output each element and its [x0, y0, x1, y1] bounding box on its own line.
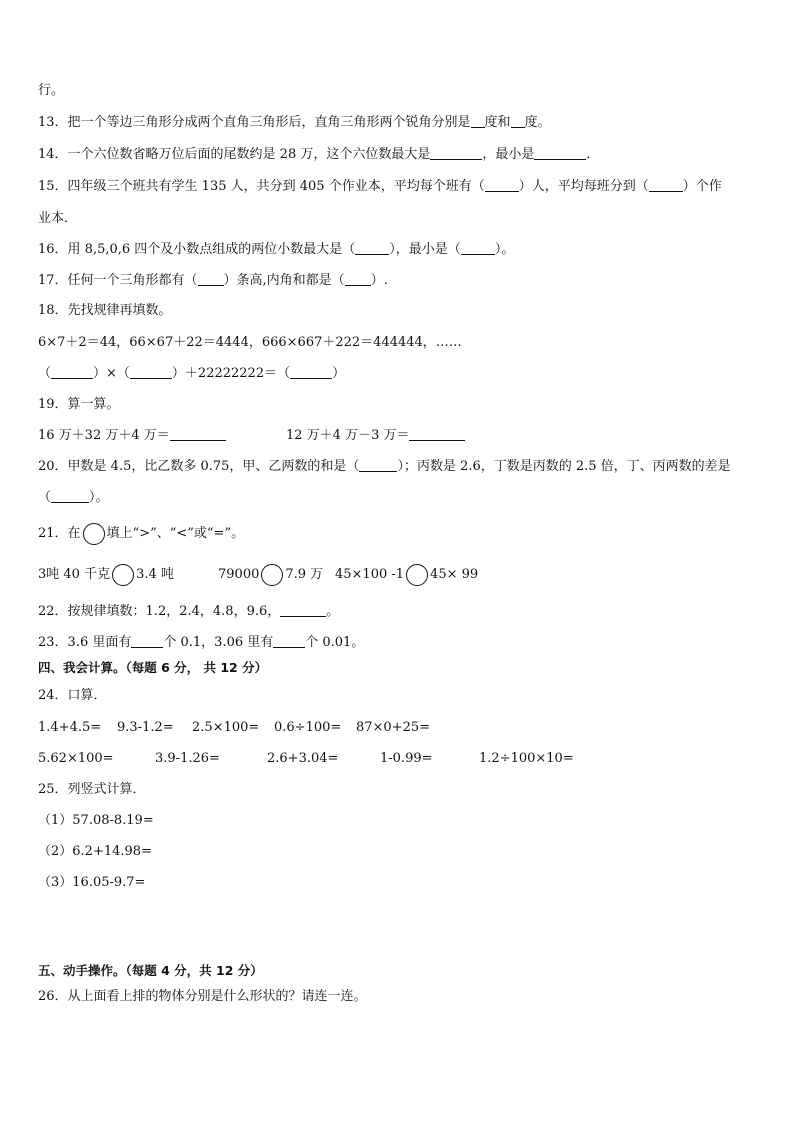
q14-text: ，最小是: [482, 147, 535, 162]
q24-text: 24．口算．: [38, 688, 107, 703]
blank[interactable]: [461, 242, 495, 255]
blank[interactable]: [51, 366, 93, 379]
q14-text: 14．一个六位数省略万位后面的尾数约是 28 万，这个六位数最大是: [38, 147, 431, 162]
question-13: [38, 115, 551, 131]
paren: ）: [332, 366, 346, 381]
right-expr: 3.4 吨: [136, 567, 174, 582]
q14-text: ．: [586, 147, 600, 162]
section-5-heading: [38, 963, 263, 979]
expr: 16 万＋32 万＋4 万＝: [38, 428, 170, 443]
blank[interactable]: [485, 179, 519, 192]
q20-text: 20．甲数是 4.5，比乙数多 0.75，甲、乙两数的和是（: [38, 459, 360, 474]
q13-text: 度和: [484, 115, 511, 130]
question-22: [38, 604, 339, 620]
question-20-cont: [38, 490, 109, 506]
oral-item: 2.6+3.04=: [267, 751, 339, 766]
q15-text: ）人，平均每班分到（: [518, 179, 649, 194]
oral-item: 1-0.99=: [380, 751, 433, 766]
oral-item: 1.4+4.5=: [38, 720, 102, 735]
oral-item: 0.6÷100=: [274, 720, 342, 735]
text: 行。: [38, 83, 65, 98]
question-18-fill: [38, 366, 345, 382]
compare-item-1: [38, 563, 174, 587]
blank[interactable]: [430, 147, 482, 160]
oral-item: 5.62×100=: [38, 751, 114, 766]
question-24: [38, 688, 107, 704]
expr: 12 万＋4 万－3 万＝: [286, 428, 410, 443]
q25-item-2: [38, 844, 152, 860]
right-expr: 7.9 万: [285, 567, 324, 582]
q18-text: 18．先找规律再填数。: [38, 303, 172, 318]
question-18-example: [38, 335, 462, 351]
q17-text: ）.: [370, 273, 388, 288]
vertical-calc: （3）16.05-9.7=: [38, 875, 146, 890]
oral-item: 1.2÷100×10=: [479, 751, 574, 766]
blank[interactable]: [359, 459, 397, 472]
oral-item: 2.5×100=: [192, 720, 260, 735]
oral-row-2: [38, 751, 598, 769]
right-expr: 45× 99: [430, 567, 479, 582]
blank[interactable]: [355, 242, 389, 255]
q22-text: 22．按规律填数：1.2，2.4，4.8，9.6，: [38, 604, 281, 619]
oral-row-1: [38, 720, 598, 738]
q15-text: 业本．: [38, 211, 78, 226]
blank[interactable]: [273, 635, 305, 648]
section-4-heading: [38, 660, 267, 676]
left-expr: 79000: [218, 567, 260, 582]
q15-text: ）个作: [682, 179, 722, 194]
q25-item-1: [38, 813, 154, 829]
section-title: 五、动手操作。（每题 4 分，共 12 分）: [38, 963, 263, 978]
compare-item-3: [335, 563, 478, 587]
q20-text: ）；丙数是 2.6，丁数是丙数的 2.5 倍，丁、丙两数的差是: [397, 459, 731, 474]
q22-text: 。: [326, 604, 340, 619]
vertical-calc: （1）57.08-8.19=: [38, 813, 154, 828]
question-21: [38, 522, 244, 546]
blank[interactable]: [290, 366, 332, 379]
compare-circle[interactable]: [406, 564, 428, 586]
q13-text: 13．把一个等边三角形分成两个直角三角形后，直角三角形两个锐角分别是: [38, 115, 471, 130]
question-21-items: [38, 563, 558, 589]
q21-text: 21．在: [38, 526, 81, 541]
blank[interactable]: [345, 273, 371, 286]
q16-text: ），最小是（: [389, 242, 461, 257]
q19-text: 19．算一算。: [38, 397, 120, 412]
q26-text: 26．从上面看上排的物体分别是什么形状的？请连一连。: [38, 989, 367, 1004]
q23-text: 23．3.6 里面有: [38, 635, 132, 650]
question-18: [38, 303, 172, 319]
question-17: [38, 273, 388, 289]
oral-item: 87×0+25=: [356, 720, 431, 735]
question-15: [38, 179, 722, 195]
blank[interactable]: [131, 635, 163, 648]
left-expr: 45×100 -1: [335, 567, 405, 582]
question-19: [38, 397, 120, 413]
question-20: [38, 459, 731, 475]
blank[interactable]: [649, 179, 683, 192]
blank[interactable]: [534, 147, 586, 160]
q13-text: 度。: [524, 115, 551, 130]
q25-text: 25．列竖式计算．: [38, 782, 146, 797]
q25-item-3: [38, 875, 145, 891]
question-19-items: [38, 428, 538, 446]
question-23: [38, 635, 364, 651]
q15-text: 15．四年级三个班共有学生 135 人，共分到 405 个作业本，平均每个班有（: [38, 179, 485, 194]
paren: （: [38, 490, 52, 505]
blank[interactable]: [51, 490, 89, 503]
line-continuation: [38, 83, 64, 99]
oral-item: 9.3-1.2=: [117, 720, 174, 735]
paren: ）。: [89, 490, 109, 505]
circle-icon: [83, 523, 105, 545]
q16-text: 16．用 8,5,0,6 四个及小数点组成的两位小数最大是（: [38, 242, 356, 257]
question-16: [38, 242, 514, 258]
paren: ）×（: [93, 366, 130, 381]
question-15-cont: [38, 211, 77, 227]
question-26: [38, 989, 367, 1005]
q18-example: 6×7＋2＝44，66×67＋22＝4444，666×667＋222＝444444，……: [38, 335, 462, 350]
compare-circle[interactable]: [261, 564, 283, 586]
oral-item: 3.9-1.26=: [155, 751, 220, 766]
vertical-calc: （2）6.2+14.98=: [38, 844, 152, 859]
blank[interactable]: [280, 604, 326, 617]
section-title: 四、我会计算。（每题 6 分， 共 12 分）: [38, 660, 268, 675]
left-expr: 3吨 40 千克: [38, 567, 111, 582]
q17-text: 17．任何一个三角形都有（: [38, 273, 198, 288]
blank[interactable]: [511, 115, 525, 128]
q23-text: 个 0.1，3.06 里有: [163, 635, 274, 650]
compare-item-2: [218, 563, 323, 587]
q16-text: ）。: [494, 242, 515, 257]
q21-text: 填上“>”、“<”或“=”。: [106, 526, 245, 541]
q23-text: 个 0.01。: [305, 635, 365, 650]
paren: （: [38, 366, 52, 381]
q19-item-1: [38, 428, 226, 444]
question-25: [38, 782, 146, 798]
q19-item-2: [286, 428, 465, 444]
blank[interactable]: [471, 115, 485, 128]
question-14: [38, 147, 599, 163]
paren: ）＋22222222＝（: [171, 366, 291, 381]
blank[interactable]: [170, 428, 226, 441]
q17-text: ）条高,内角和都是（: [223, 273, 345, 288]
blank[interactable]: [409, 428, 465, 441]
compare-circle[interactable]: [112, 564, 134, 586]
blank[interactable]: [130, 366, 172, 379]
blank[interactable]: [198, 273, 224, 286]
